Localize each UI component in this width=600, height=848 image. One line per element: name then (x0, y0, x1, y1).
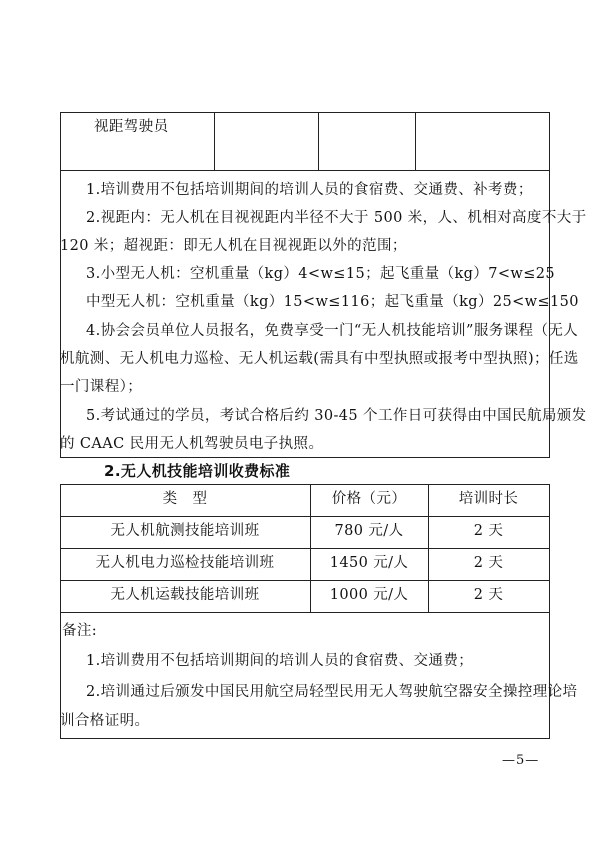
course-duration: 2 天 (473, 587, 504, 603)
header-price: 价格（元） (331, 491, 407, 507)
note-line-5: 中型无人机：空机重量（kg）15<w≤116；起飞重量（kg）25<w≤150 (86, 294, 579, 310)
note-line-8: 一门课程）； (60, 379, 143, 395)
header-duration: 培训时长 (458, 491, 519, 507)
header-type: 类 型 (162, 491, 208, 507)
course-duration: 2 天 (473, 523, 504, 539)
course-duration: 2 天 (473, 555, 504, 571)
remarks-label: 备注: (62, 623, 98, 639)
remark-line-1: 1.培训费用不包括培训期间的培训人员的食宿费、交通费； (86, 653, 474, 669)
course-price: 780 元/人 (334, 523, 404, 539)
note-line-7: 机航测、无人机电力巡检、无人机运载(需具有中型执照或报考中型执照)；任选 (60, 351, 579, 367)
note-line-6: 4.协会会员单位人员报名，免费享受一门“无人机技能培训”服务课程（无人 (86, 323, 579, 339)
section-title: 2.无人机技能培训收费标准 (104, 462, 291, 480)
remark-line-3: 训合格证明。 (60, 713, 150, 729)
course-name: 无人机航测技能培训班 (110, 523, 260, 539)
remark-line-2: 2.培训通过后颁发中国民用航空局轻型民用无人驾驶航空器安全操控理论培 (86, 684, 578, 700)
note-line-3: 120 米；超视距：即无人机在目视视距以外的范围； (60, 238, 407, 254)
note-line-9: 5.考试通过的学员，考试合格后约 30-45 个工作日可获得由中国民航局颁发 (86, 408, 587, 424)
page-number: —5— (502, 753, 540, 768)
note-line-1: 1.培训费用不包括培训期间的培训人员的食宿费、交通费、补考费； (86, 182, 533, 198)
note-line-2: 2.视距内：无人机在目视视距内半径不大于 500 米，人、机相对高度不大于 (86, 210, 587, 226)
note-line-10: 的 CAAC 民用无人机驾驶员电子执照。 (60, 436, 324, 452)
note-line-4: 3.小型无人机：空机重量（kg）4<w≤15；起飞重量（kg）7<w≤25 (86, 266, 556, 282)
course-price: 1450 元/人 (329, 555, 409, 571)
course-name: 无人机运载技能培训班 (110, 587, 260, 603)
row-label-line-of-sight-pilot: 视距驾驶员 (94, 119, 169, 135)
course-name: 无人机电力巡检技能培训班 (95, 555, 275, 571)
course-price: 1000 元/人 (329, 587, 409, 603)
